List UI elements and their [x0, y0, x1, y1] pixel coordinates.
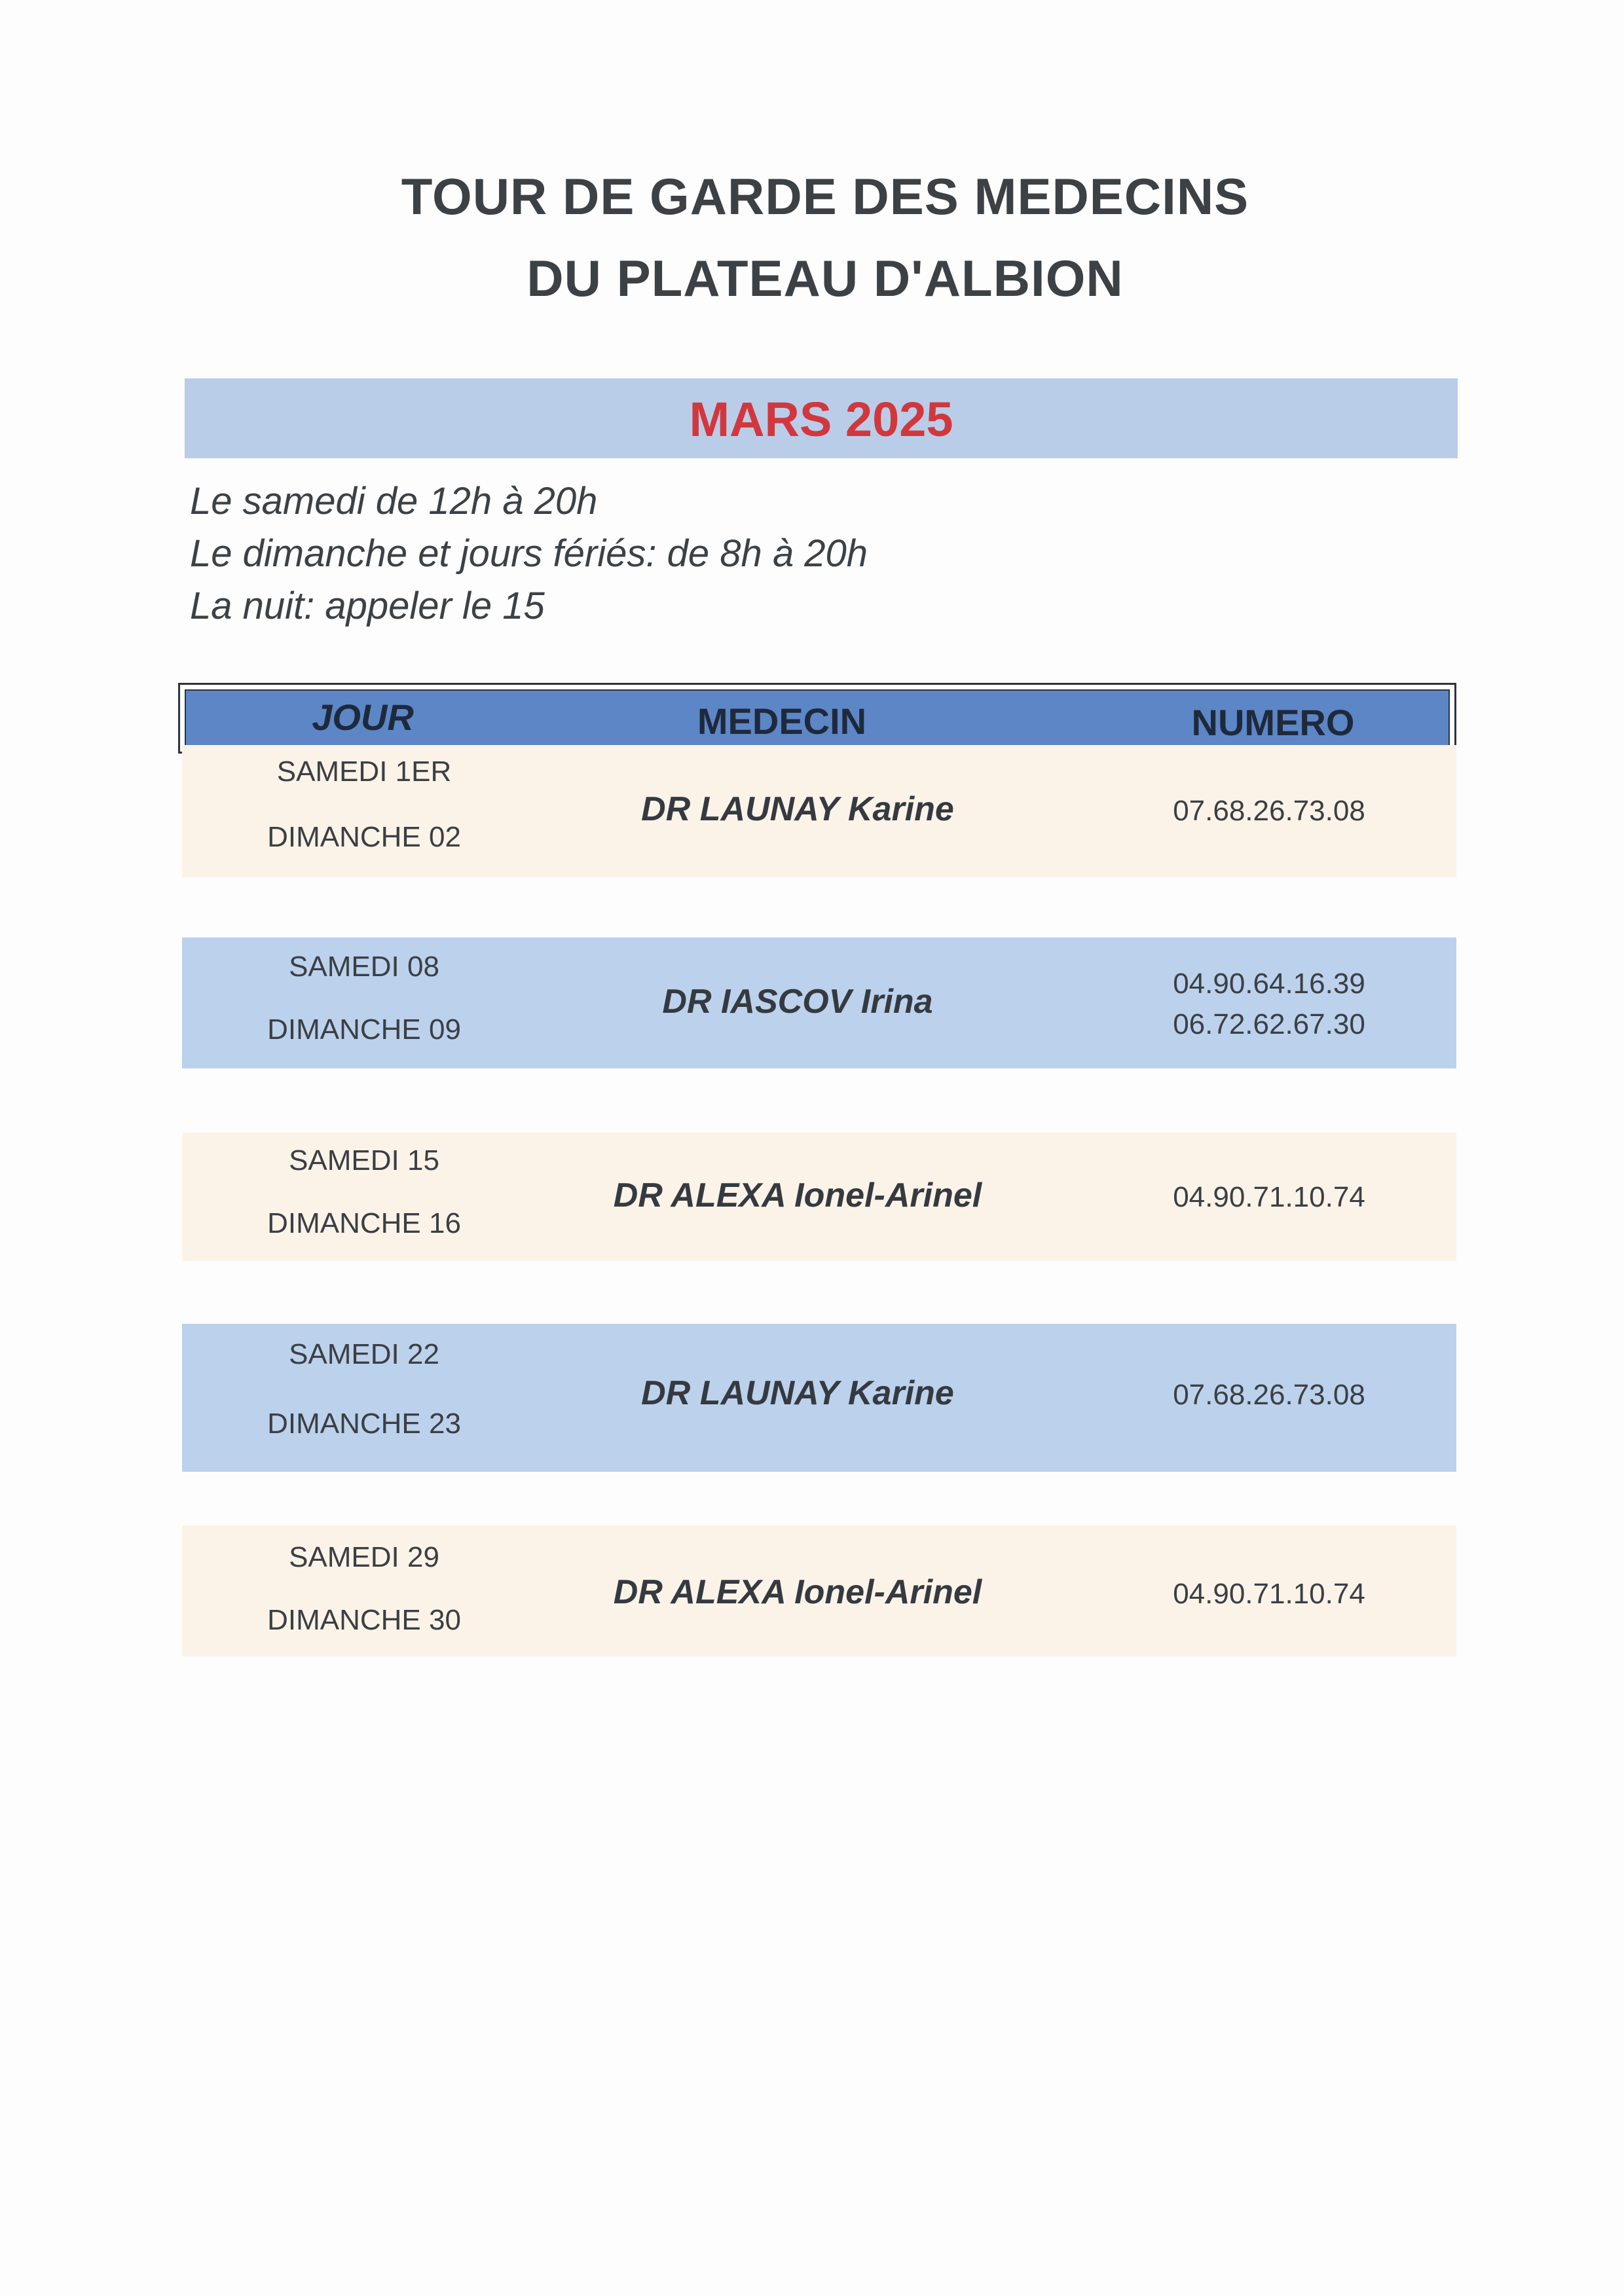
- phone-number-secondary: 06.72.62.67.30: [1173, 1008, 1365, 1040]
- sunday-date: DIMANCHE 02: [267, 821, 461, 853]
- column-header-numero: NUMERO: [1191, 702, 1355, 743]
- phone-number: 07.68.26.73.08: [1173, 1379, 1365, 1411]
- schedule-note-night: La nuit: appeler le 15: [190, 585, 545, 627]
- doctor-name: DR IASCOV Irina: [662, 983, 933, 1021]
- schedule-note-saturday: Le samedi de 12h à 20h: [190, 480, 598, 522]
- column-header-medecin: MEDECIN: [697, 701, 867, 742]
- column-header-jour: JOUR: [312, 697, 414, 738]
- doctor-name: DR ALEXA Ionel-Arinel: [613, 1573, 982, 1611]
- table-row: [182, 745, 1456, 877]
- saturday-date: SAMEDI 08: [289, 951, 439, 983]
- saturday-date: SAMEDI 15: [289, 1144, 439, 1176]
- saturday-date: SAMEDI 22: [289, 1338, 439, 1370]
- sunday-date: DIMANCHE 23: [267, 1408, 461, 1440]
- phone-number: 04.90.71.10.74: [1173, 1181, 1365, 1213]
- doctor-name: DR ALEXA Ionel-Arinel: [613, 1176, 982, 1214]
- table-row: [182, 938, 1456, 1068]
- phone-number: 07.68.26.73.08: [1173, 795, 1365, 827]
- table-header-fill: [185, 689, 1450, 747]
- sunday-date: DIMANCHE 09: [267, 1013, 461, 1046]
- phone-number: 04.90.71.10.74: [1173, 1578, 1365, 1610]
- schedule-note-sunday: Le dimanche et jours fériés: de 8h à 20h: [190, 532, 868, 575]
- month-banner: [185, 378, 1458, 458]
- table-row: [182, 1133, 1456, 1261]
- table-header: [178, 683, 1456, 754]
- phone-number: 04.90.64.16.39: [1173, 968, 1365, 1000]
- doctor-name: DR LAUNAY Karine: [641, 1374, 954, 1412]
- sunday-date: DIMANCHE 16: [267, 1207, 461, 1239]
- doctor-name: DR LAUNAY Karine: [641, 790, 954, 828]
- month-label: MARS 2025: [689, 392, 953, 446]
- sunday-date: DIMANCHE 30: [267, 1604, 461, 1636]
- table-row: [182, 1525, 1456, 1656]
- saturday-date: SAMEDI 29: [289, 1541, 439, 1573]
- table-row: [182, 1324, 1456, 1472]
- page-title-line-2: DU PLATEAU D'ALBION: [526, 249, 1124, 307]
- page-title-line-1: TOUR DE GARDE DES MEDECINS: [401, 168, 1249, 225]
- saturday-date: SAMEDI 1ER: [276, 756, 452, 788]
